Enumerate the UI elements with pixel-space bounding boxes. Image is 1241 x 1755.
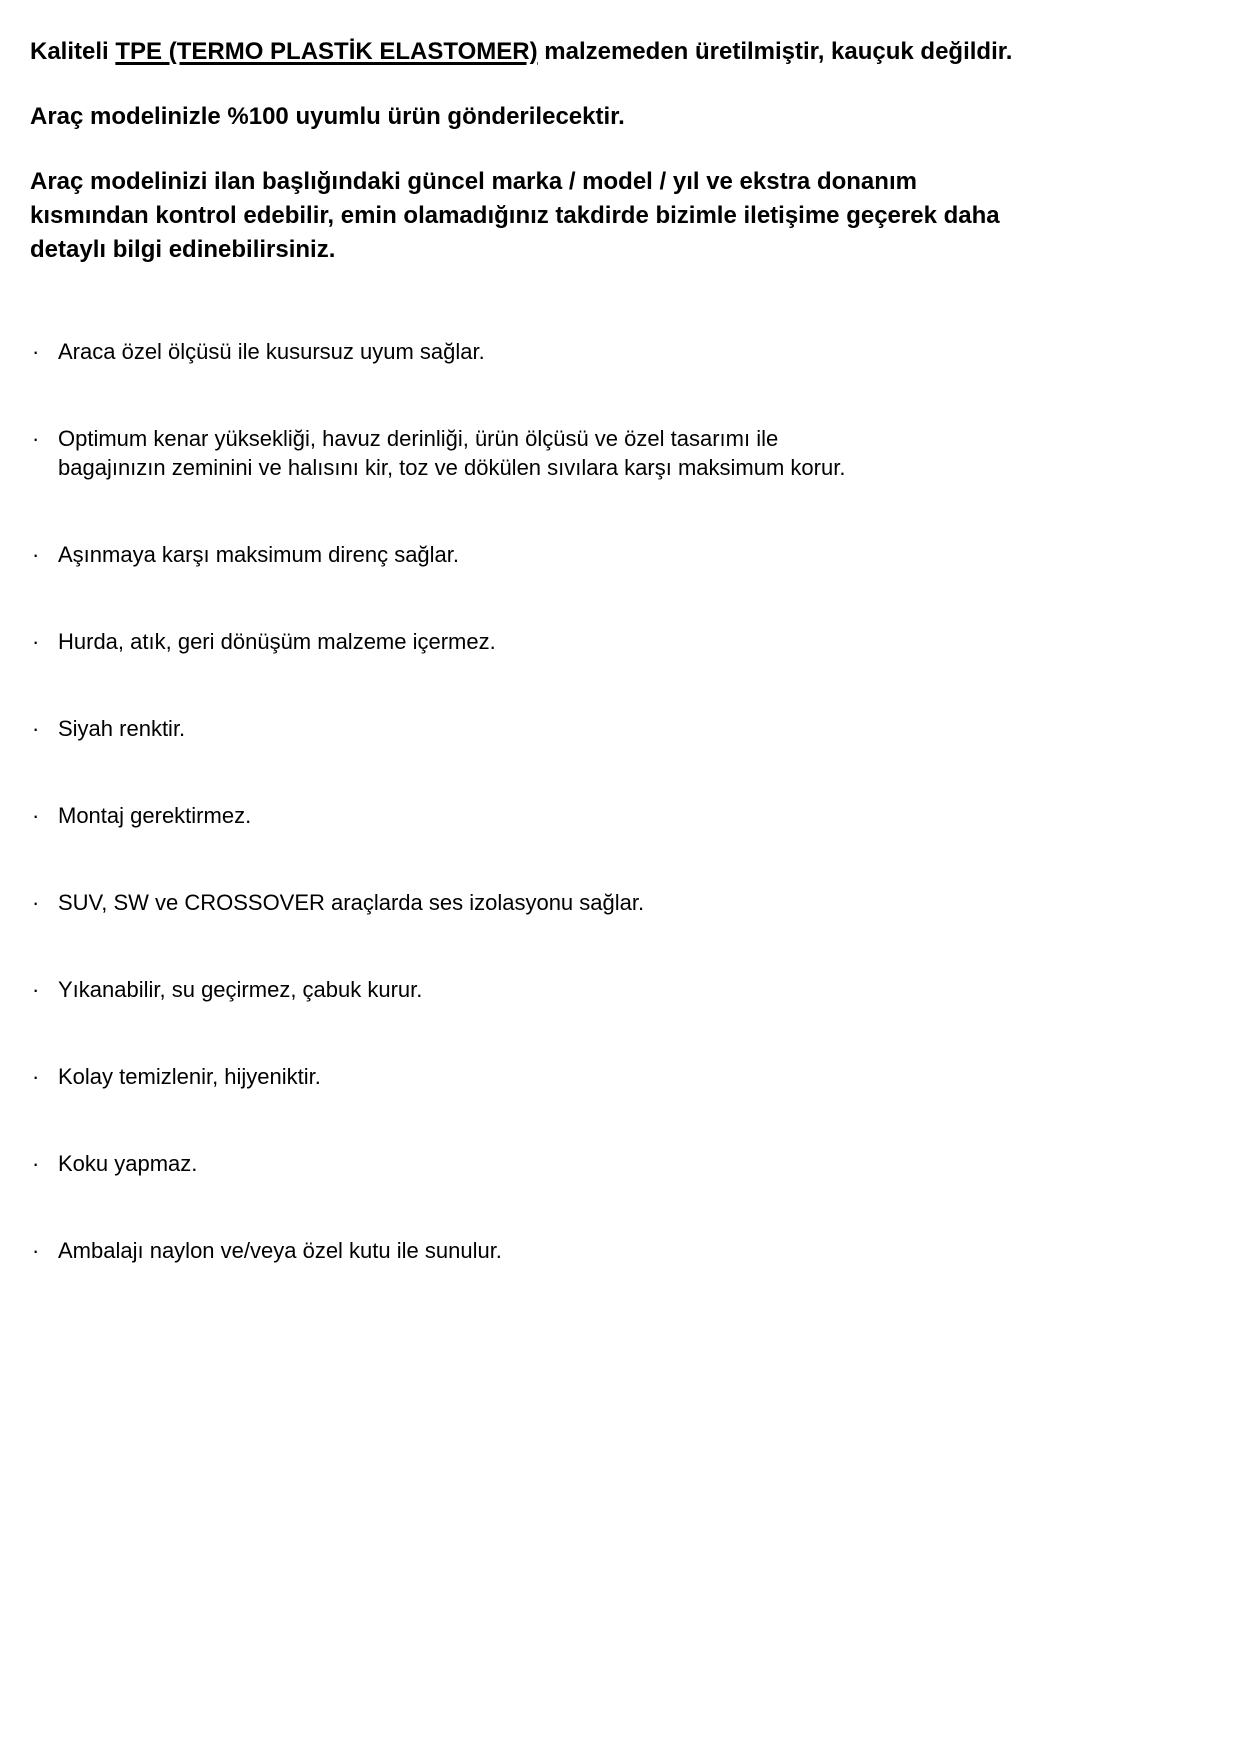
material-name-underlined: TPE (TERMO PLASTİK ELASTOMER) [115, 38, 538, 65]
paragraph-material [30, 35, 1213, 69]
feature-text: Yıkanabilir, su geçirmez, çabuk kurur. [58, 977, 423, 1002]
feature-item-protection [30, 424, 1213, 482]
feature-item-washable [30, 975, 1213, 1004]
feature-item-sound-insulation [30, 888, 1213, 917]
feature-item-odorless [30, 1149, 1213, 1178]
feature-text: Hurda, atık, geri dönüşüm malzeme içermez. [58, 629, 496, 654]
bullet-dot: · [32, 716, 40, 741]
paragraph-model-check [30, 165, 1213, 267]
paragraph-model-check-line-3: detaylı bilgi edinebilirsiniz. [30, 236, 336, 263]
feature-text: Koku yapmaz. [58, 1151, 198, 1176]
bullet-dot: · [32, 426, 40, 451]
bullet-dot: · [32, 977, 40, 1002]
feature-text: Kolay temizlenir, hijyeniktir. [58, 1064, 321, 1089]
feature-item-black-color [30, 714, 1213, 743]
feature-item-abrasion-resistance [30, 540, 1213, 569]
bullet-dot: · [32, 803, 40, 828]
paragraph-model-check-line-1: Araç modelinizi ilan başlığındaki güncel marka / model / yıl ve ekstra donanım [30, 168, 917, 195]
feature-list [30, 337, 1213, 1265]
feature-item-custom-fit [30, 337, 1213, 366]
feature-item-no-assembly [30, 801, 1213, 830]
feature-item-packaging [30, 1236, 1213, 1265]
bullet-dot: · [32, 1238, 40, 1263]
material-prefix: Kaliteli [30, 38, 116, 65]
feature-item-hygienic [30, 1062, 1213, 1091]
feature-text-line-2: bagajınızın zeminini ve halısını kir, toz ve dökülen sıvılara karşı maksimum korur. [58, 455, 846, 480]
feature-text-line-1: Optimum kenar yüksekliği, havuz derinliği, ürün ölçüsü ve özel tasarımı ile [58, 426, 779, 451]
feature-text: Araca özel ölçüsü ile kusursuz uyum sağlar. [58, 339, 485, 364]
bullet-dot: · [32, 1151, 40, 1176]
bullet-dot: · [32, 890, 40, 915]
bullet-dot: · [32, 339, 40, 364]
feature-text: Siyah renktir. [58, 716, 186, 741]
feature-item-no-recycled-material [30, 627, 1213, 656]
feature-text: Ambalajı naylon ve/veya özel kutu ile sunulur. [58, 1238, 502, 1263]
feature-text: Montaj gerektirmez. [58, 803, 252, 828]
bullet-dot: · [32, 629, 40, 654]
bullet-dot: · [32, 542, 40, 567]
feature-text: SUV, SW ve CROSSOVER araçlarda ses izolasyonu sağlar. [58, 890, 645, 915]
paragraph-model-check-line-2: kısmından kontrol edebilir, emin olamadığınız takdirde bizimle iletişime geçerek daha [30, 202, 1000, 229]
bullet-dot: · [32, 1064, 40, 1089]
material-suffix: malzemeden üretilmiştir, kauçuk değildir. [537, 38, 1013, 65]
feature-text: Aşınmaya karşı maksimum direnç sağlar. [58, 542, 460, 567]
paragraph-compatibility: Araç modelinizle %100 uyumlu ürün gönderilecektir. [30, 103, 625, 130]
